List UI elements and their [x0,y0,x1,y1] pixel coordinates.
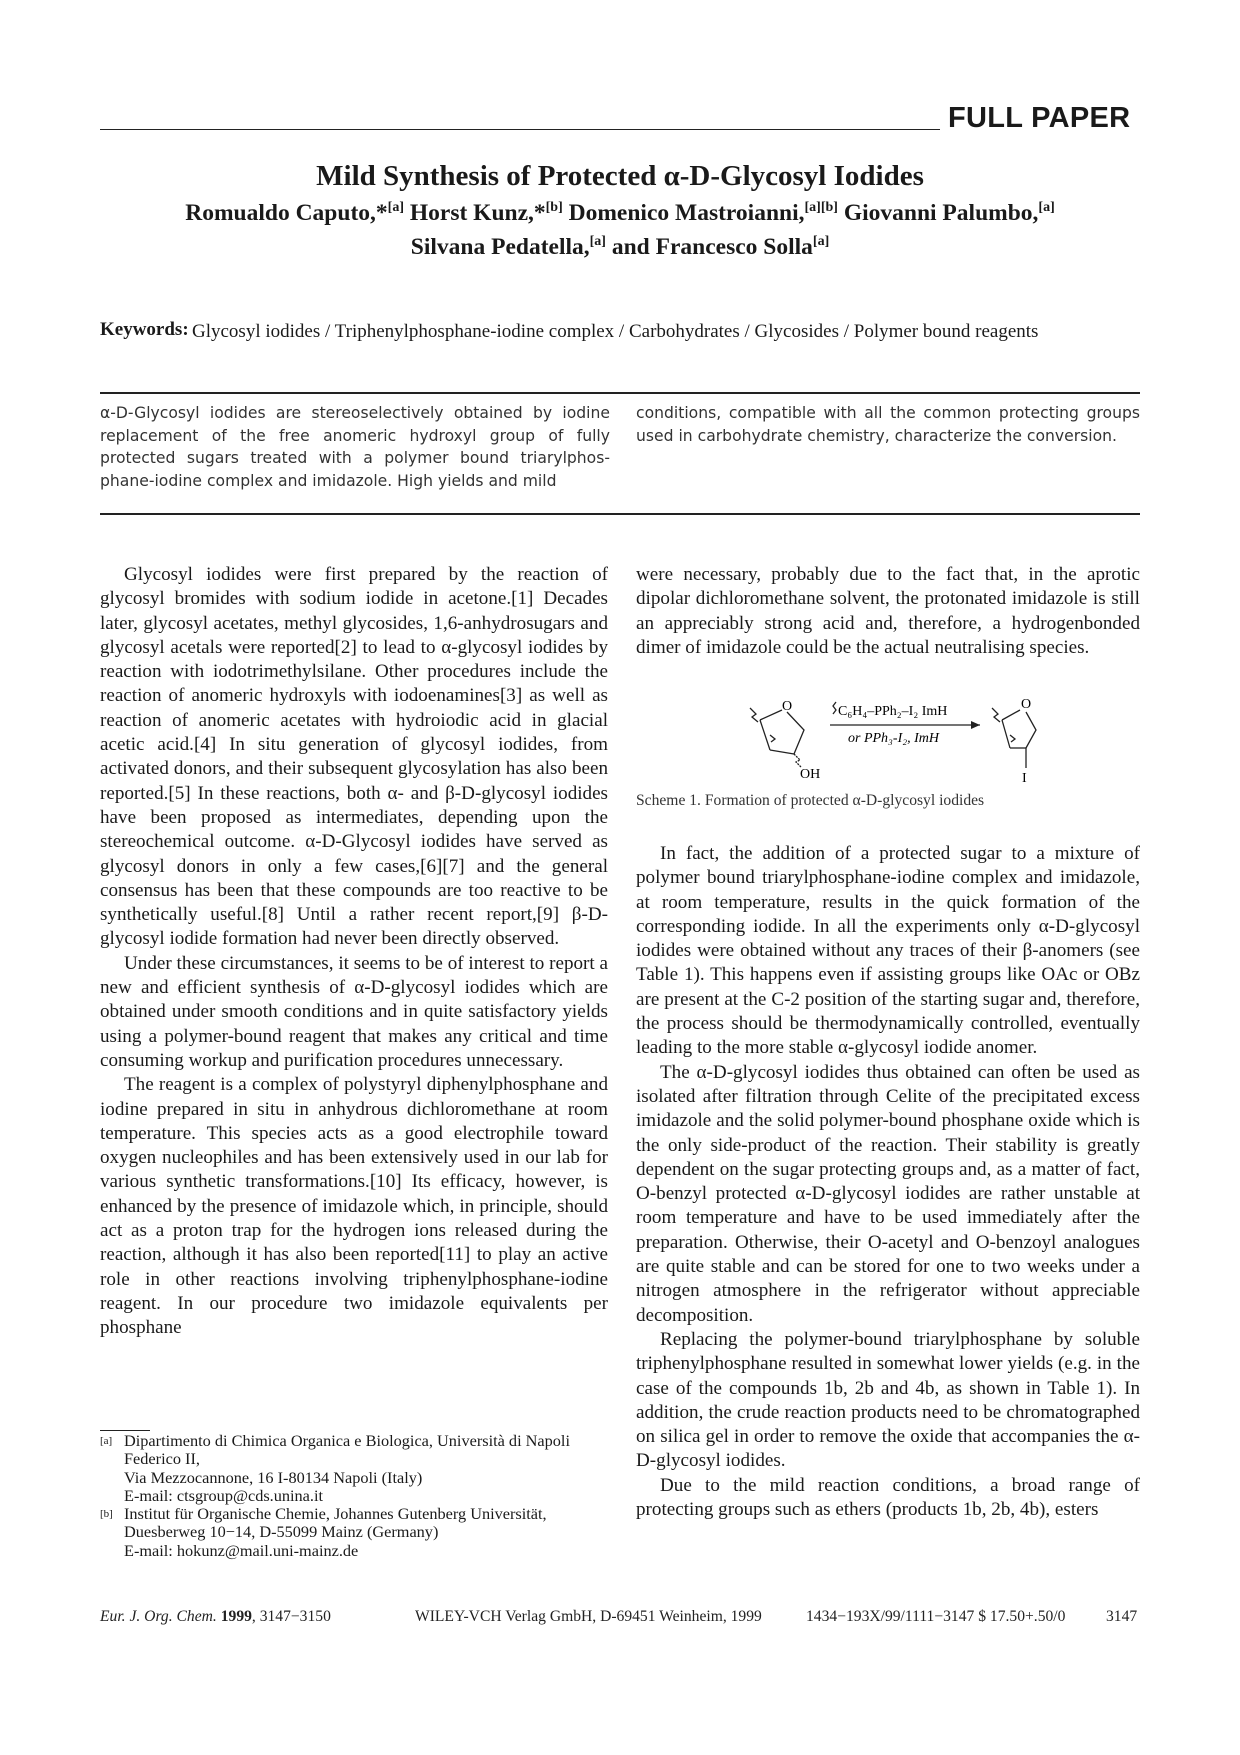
reaction-scheme [730,690,1080,785]
paragraph: In fact, the addition of a protected sugar to a mixture of polymer bound triarylphosphane-iodine complex and imidazole, at room temperature, results in the quick formation of the corresponding iodide. In all the experiments only α-D-glycosyl iodides were obtained without any traces of their β-anomers (see Table 1). This happens even if assisting groups like OAc or OBz are present at the C-2 position of the starting sugar and, therefore, the process should be thermodynamically controlled, eventually leading to the more stable α-glycosyl iodide anomer. [636,843,1140,1059]
paragraph: The reagent is a complex of polystyryl diphenylphosphane and iodine prepared in situ in anhydrous dichloromethane at room temperature. This species acts as a good electrophile toward oxygen nucleophiles and has been extensively used in our lab for various synthetic transformations.[10] Its efficacy, however, is enhanced by the presence of imidazole which, in principle, should act as a proton trap for the hydrogen ions released during the reaction, although it has also been reported[11] to play an active role in other reactions involving triphenylphosphane-iodine reagent. In our procedure two imidazole equivalents per phosphane [100,1074,608,1339]
reagent-top: C₆H₄–PPh₂–I₂ ImH [838,704,948,719]
right-column-top [636,563,1140,660]
affiliations [100,1432,608,1560]
issn-code: 1434−193X/99/1111−3147 $ 17.50+.50/0 [806,1608,1066,1625]
paragraph: Glycosyl iodides were first prepared by the reaction of glycosyl bromides with sodium iodide in acetone.[1] Decades later, glycosyl acetates, methyl glycosides, 1,6-anhydrosugars and glycosyl acetals were reported[2] to lead to α-glycosyl iodides by reaction with iodotrimethylsilane. Other procedures include the reaction of anomeric hydroxyls with iodoenamines[3] as well as reaction of anomeric acetates with hydroiodic acid in glacial acetic acid.[4] In situ generation of glycosyl iodides, from activated donors, and their subsequent glycosylation has also been reported.[5] In these reactions, both α- and β-D-glycosyl iodides have been proposed as intermediates, depending upon the stereochemical outcome. α-D-Glycosyl iodides have served as glycosyl donors in only a few cases,[6][7] and the general consensus has been that these compounds are too reactive to be synthetically useful.[8] Until a rather recent report,[9] β-D-glycosyl iodide formation had never been directly observed. [100,564,608,950]
abstract-bottom-rule [100,513,1140,515]
publisher-line: WILEY-VCH Verlag GmbH, D-69451 Weinheim, 1999 [415,1608,762,1625]
iodide-label: I [1022,771,1027,785]
author-list [60,196,1180,264]
paragraph: Due to the mild reaction conditions, a broad range of protecting groups such as ethers (products 1b, 2b, 4b), esters [636,1474,1140,1521]
abstract-left: α-D-Glycosyl iodides are stereoselectively obtained by iodine replacement of the free anomeric hydroxyl group of fully protected sugars treated with a polymer bound triarylphosphane-iodine complex and imidazole. High yields and mild [100,404,610,490]
author: Romualdo Caputo,*[a] [185,200,404,226]
affiliation-a: [a] Dipartimento di Chimica Organica e Biologica, Università di Napoli Federico II, Via Mezzocannone, 16 I-80134 Napoli (Italy) E-mail: ctsgroup@cds.unina.it [100,1431,570,1505]
starting-sugar-structure [750,708,804,767]
hydroxyl-label: OH [800,767,821,782]
polymer-bond-icon [833,702,836,714]
paragraph: Replacing the polymer-bound triarylphosphane by soluble triphenylphosphane resulted in somewhat lower yields (e.g. in the case of the compounds 1b, 2b and 4b, as shown in Table 1). In addition, the crude reaction products need to be chromatographed on silica gel in order to remove the oxide that accompanies the α-D-glycosyl iodides. [636,1328,1140,1472]
page-number: 3147 [1106,1608,1138,1625]
paragraph: The α-D-glycosyl iodides thus obtained can often be used as isolated after filtration through Celite of the precipitated excess imidazole and the solid polymer-bound phosphane oxide which is the only side-product of the reaction. Their stability is greatly dependent on the sugar protecting groups and, as a matter of fact, O-benzyl protected α-D-glycosyl iodides are rather unstable at room temperature and have to be used immediately after the preparation. Otherwise, their O-acetyl and O-benzoyl analogues are quite stable and can be stored for one to two weeks under a nitrogen atmosphere in the refrigerator without appreciable decomposition. [636,1061,1140,1326]
section-label: FULL PAPER [948,102,1131,134]
author: Horst Kunz,*[b] [409,200,563,226]
ring-oxygen-label: O [782,699,793,714]
left-column [100,563,608,1341]
author: Domenico Mastroianni,[a][b] [568,200,838,226]
arrow-head-icon [971,721,980,729]
author: and Francesco Solla[a] [611,234,830,260]
paper-title: Mild Synthesis of Protected α-D-Glycosyl Iodides [316,160,924,192]
product-sugar-structure [992,708,1036,768]
header-rule [100,129,940,130]
abstract-top-rule [100,392,1140,394]
scheme-caption: Scheme 1. Formation of protected α-D-glycosyl iodides [636,792,985,809]
paragraph: were necessary, probably due to the fact that, in the aprotic dipolar dichloromethane solvent, the protonated imidazole is still an appreciably strong acid and, therefore, a hydrogenbonded dimer of imidazole could be the actual neutralising species. [636,564,1140,658]
paragraph: Under these circumstances, it seems to be of interest to report a new and efficient synthesis of α-D-glycosyl iodides which are obtained under smooth conditions and in quite satisfactory yields using a polymer-bound reagent that makes any critical and time consuming workup and purification procedures unnecessary. [100,952,608,1071]
product-ring-oxygen-label: O [1021,697,1032,712]
author: Giovanni Palumbo,[a] [843,200,1055,226]
abstract-right: conditions, compatible with all the common protecting groups used in carbohydrate chemistry, characterize the conversion. [636,404,1140,445]
right-column-bottom [636,842,1140,1522]
affiliation-b: [b] Institut für Organische Chemie, Johannes Gutenberg Universität, Duesberweg 10−14, D-55099 Mainz (Germany) E-mail: hokunz@mail.uni-mainz.de [100,1504,547,1560]
keywords-label: Keywords: [100,319,189,340]
author: Silvana Pedatella,[a] [410,234,606,260]
journal-citation: Eur. J. Org. Chem. 1999, 3147−3150 [100,1608,331,1625]
reagent-bottom: or PPh₃-I₂, ImH [848,731,939,746]
keywords-text: Glycosyl iodides / Triphenylphosphane-iodine complex / Carbohydrates / Glycosides / Polymer bound reagents [192,321,1039,342]
